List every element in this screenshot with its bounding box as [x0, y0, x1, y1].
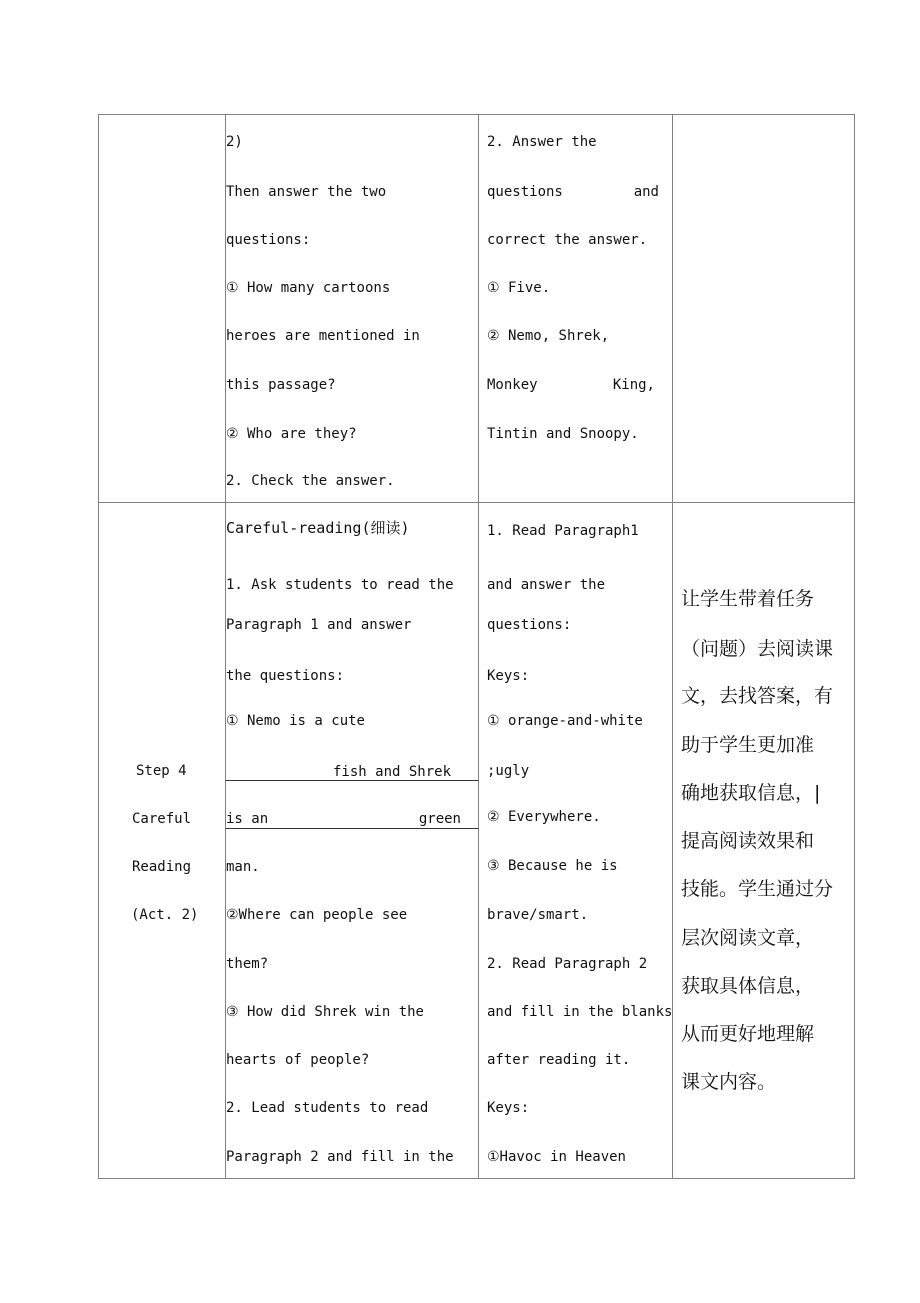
text-line: correct the answer. — [487, 232, 648, 248]
text-line: Paragraph 2 and fill in the — [226, 1149, 454, 1165]
step-line: Reading — [132, 859, 192, 875]
blank-underline — [226, 780, 478, 781]
text-line: ①Havoc in Heaven — [487, 1149, 626, 1165]
row-divider — [98, 502, 855, 503]
text-line: 2. Lead students to read — [226, 1100, 429, 1116]
text-line: man. — [226, 859, 260, 875]
text-line: Then answer the two — [226, 184, 387, 200]
section-title: Careful-reading(细读) — [226, 519, 410, 537]
text-line: Tintin and Snoopy. — [487, 426, 639, 442]
text-word: questions — [487, 184, 563, 200]
text-line: ① orange-and-white — [487, 713, 643, 729]
text-line: 2. Read Paragraph 2 — [487, 956, 648, 972]
text-line-justified — [226, 810, 461, 828]
chinese-line: 从而更好地理解 — [681, 1023, 815, 1045]
text-line-justified — [487, 183, 659, 201]
text-word: green — [418, 811, 461, 827]
text-word: and — [633, 184, 659, 200]
text-line: brave/smart. — [487, 907, 589, 923]
text-line: Keys: — [487, 1100, 530, 1116]
text-line: hearts of people? — [226, 1052, 370, 1068]
text-line: Keys: — [487, 668, 530, 684]
text-line: and answer the — [487, 577, 606, 593]
text-line: Paragraph 1 and answer — [226, 617, 412, 633]
text-line: them? — [226, 956, 269, 972]
text-line: ② Nemo, Shrek, — [487, 328, 610, 344]
chinese-line: 文，去找答案，有 — [681, 685, 834, 707]
text-line: the questions: — [226, 668, 345, 684]
text-line: ③ Because he is — [487, 858, 618, 874]
text-line: this passage? — [226, 377, 336, 393]
text-line: heroes are mentioned in — [226, 328, 420, 344]
text-line: ③ How did Shrek win the — [226, 1004, 424, 1020]
text-line: 2. Answer the — [487, 134, 597, 150]
chinese-line: 课文内容。 — [681, 1071, 777, 1093]
text-line: ① Nemo is a cute — [226, 713, 365, 729]
text-line: 2) — [226, 134, 243, 150]
table-border-bottom — [98, 1178, 855, 1179]
text-word: King, — [612, 377, 655, 393]
step-line: Careful — [132, 811, 192, 827]
blank-underline — [226, 828, 478, 829]
chinese-line: 提高阅读效果和 — [681, 830, 815, 852]
text-line: ① How many cartoons — [226, 280, 391, 296]
text-line: fish and Shrek — [333, 764, 452, 780]
text-line: 1. Ask students to read the — [226, 577, 454, 593]
text-line: ② Everywhere. — [487, 809, 601, 825]
chinese-line: 获取具体信息， — [681, 975, 815, 997]
table-border-left — [98, 114, 99, 1179]
table-border-right — [854, 114, 855, 1179]
step-line: (Act. 2) — [131, 907, 199, 923]
text-line: questions: — [226, 232, 311, 248]
text-line: questions: — [487, 617, 572, 633]
text-line: after reading it. — [487, 1052, 631, 1068]
chinese-line: 助于学生更加准 — [681, 734, 815, 756]
text-word: is an — [226, 811, 269, 827]
chinese-line: 技能。学生通过分 — [681, 878, 834, 900]
step-line: Step 4 — [136, 763, 187, 779]
text-word: Monkey — [487, 377, 538, 393]
text-line: ① Five. — [487, 280, 551, 296]
text-line: ;ugly — [487, 763, 530, 779]
col-divider-2 — [478, 114, 479, 1179]
chinese-line: 让学生带着任务 — [681, 588, 815, 610]
chinese-line: 层次阅读文章， — [681, 927, 815, 949]
table-border-top — [98, 114, 855, 115]
text-line: and fill in the blanks — [487, 1004, 673, 1020]
text-line-justified — [487, 376, 655, 394]
text-line: ②Where can people see — [226, 907, 408, 923]
text-line: ② Who are they? — [226, 426, 357, 442]
chinese-line: 确地获取信息，| — [681, 782, 821, 804]
text-line: 1. Read Paragraph1 — [487, 523, 639, 539]
chinese-line: （问题）去阅读课 — [681, 638, 834, 660]
text-line: 2. Check the answer. — [226, 473, 395, 489]
